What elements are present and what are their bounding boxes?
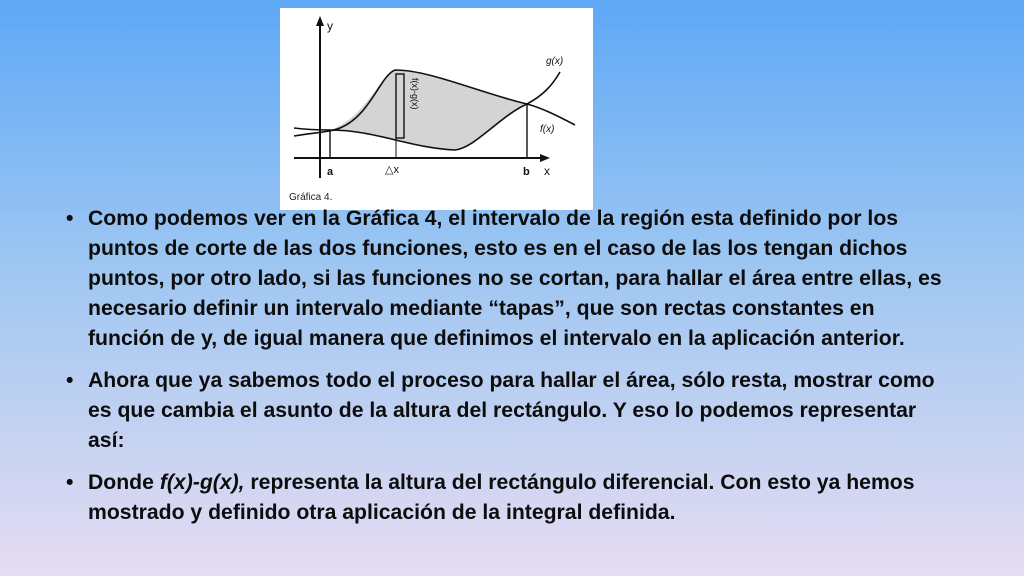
bullet-item-3: [62, 468, 942, 528]
bullet-icon: •: [66, 207, 74, 230]
y-axis-arrow: [316, 16, 324, 26]
figure-caption: Gráfica 4.: [289, 192, 333, 203]
bullet-item-2: [62, 366, 942, 456]
x-axis-arrow: [540, 154, 550, 162]
graph-figure: [280, 8, 593, 210]
area-between-curves-graph: [280, 8, 593, 210]
bullet-2-text: Ahora que ya sabemos todo el proceso para hallar el área, sólo resta, mostrar como es que cambia el asunto de la altura del rectángulo. Y eso lo podemos representar así:: [88, 369, 935, 452]
bullet-3-prefix: Donde: [88, 471, 160, 494]
x-label: x: [544, 164, 550, 178]
f-label: f(x): [540, 124, 555, 135]
bullet-icon: •: [66, 471, 74, 494]
height-label: f(x)-g(x): [410, 78, 420, 110]
bullet-1-text: Como podemos ver en la Gráfica 4, el intervalo de la región esta definido por los puntos de corte de las dos funciones, esto es en el caso de las los tengan dichos puntos, por otro lado, si las funciones no se cortan, para hallar el área entre ellas, es necesario definir un intervalo mediante “tapas”, que son rectas constantes en función de y, de igual manera que definimos el intervalo en la aplicación anterior.: [88, 207, 942, 350]
bullet-list: [62, 204, 942, 540]
shaded-region: [330, 70, 527, 150]
g-label: g(x): [546, 56, 564, 67]
a-label: a: [327, 166, 334, 178]
dx-label: △x: [385, 164, 399, 176]
bullet-item-1: [62, 204, 942, 354]
y-label: y: [327, 19, 333, 33]
bullet-3-suffix: representa la altura del rectángulo diferencial. Con esto ya hemos mostrado y definido otra aplicación de la integral definida.: [88, 471, 915, 524]
b-label: b: [523, 166, 530, 178]
bullet-3-formula: f(x)-g(x),: [159, 471, 245, 494]
bullet-icon: •: [66, 369, 74, 392]
